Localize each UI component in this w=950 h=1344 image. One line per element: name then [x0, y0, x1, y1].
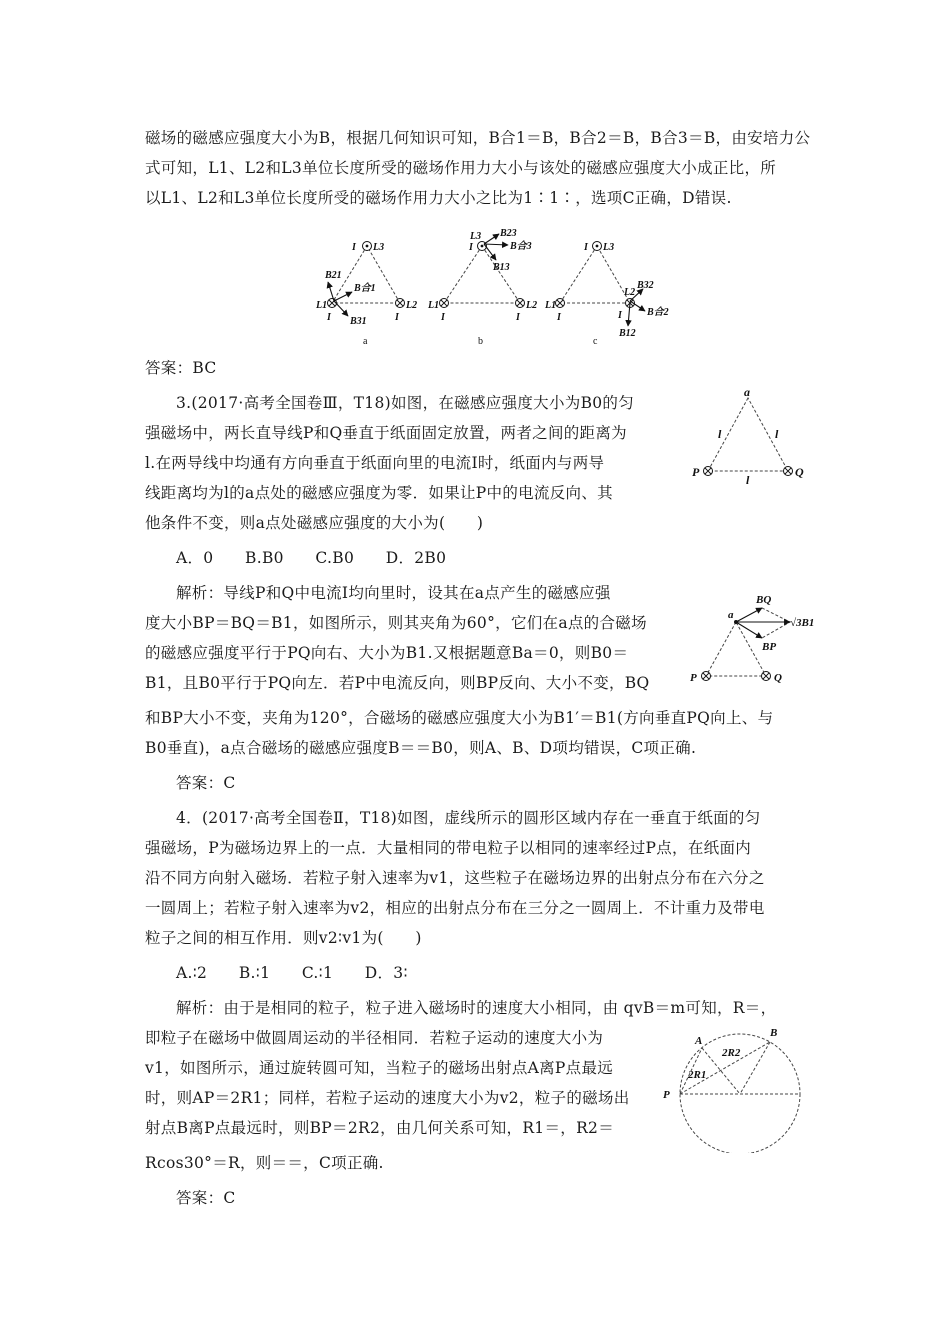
wire-label: L2	[624, 287, 636, 298]
point-B-label: B	[770, 1027, 778, 1039]
vector-label: B31	[350, 316, 367, 327]
vector-svg	[690, 588, 825, 688]
current-label: I	[327, 312, 331, 323]
text-line: 式可知，L1、L2和L3单位长度所受的磁场作用力大小与该处的磁感应强度大小成正比，所	[145, 159, 777, 177]
text-line: 时，则AP＝2R1；同样，若粒子运动的速度大小为v2，粒子的磁场出	[145, 1089, 630, 1107]
text-line: 解析：导线P和Q中电流I均向里时，设其在a点产生的磁感应强	[176, 584, 611, 602]
text-line: 线距离均为l的a点处的磁感应强度为零．如果让P中的电流反向、其	[145, 484, 613, 502]
vector-sum-figure	[690, 588, 825, 688]
caption-a: a	[363, 336, 368, 347]
vector-label: B13	[493, 262, 510, 273]
options-line: A.∶2 B.∶1 C.∶1 D．3∶	[176, 964, 408, 982]
circle-region-figure	[660, 1018, 810, 1153]
point-P-label: P	[663, 1089, 670, 1101]
text-line: 沿不同方向射入磁场．若粒子射入速率为v1，这些粒子在磁场边界的出射点分布在六分之	[145, 869, 765, 887]
vector-label: BP	[762, 641, 777, 653]
caption-c: c	[593, 336, 598, 347]
text-line: 以L1、L2和L3单位长度所受的磁场作用力大小之比为1∶1∶，选项C正确，D错误.	[145, 189, 732, 207]
current-label: I	[557, 312, 561, 323]
current-label: I	[395, 312, 399, 323]
text-line: Rcos30°＝R，则＝＝，C项正确.	[145, 1154, 384, 1172]
vector-label: √3B1	[790, 617, 815, 629]
wire-label: L2	[526, 300, 538, 311]
vector-label: B32	[637, 280, 654, 291]
side-label: l	[718, 427, 722, 441]
point-A-label: A	[695, 1035, 703, 1047]
text-line: 4．(2017·高考全国卷Ⅱ，T18)如图，虚线所示的圆形区域内存在一垂直于纸面的匀	[176, 809, 761, 827]
point-P-label: P	[692, 465, 700, 479]
triangles-svg	[310, 228, 690, 350]
radius-label: 2R1	[688, 1069, 707, 1081]
point-Q-label: Q	[795, 465, 804, 479]
vector-label: B合3	[510, 241, 532, 252]
arrow-BQ	[736, 608, 762, 622]
current-label: I	[618, 310, 622, 321]
wire-label: L1	[545, 300, 557, 311]
wire-label: L2	[406, 300, 418, 311]
current-label: I	[469, 242, 473, 253]
wire-label: L3	[470, 231, 482, 242]
text-line: 射点B离P点最远时，则BP＝2R2，由几何关系可知，R1＝，R2＝	[145, 1119, 614, 1137]
arrow-BP	[736, 622, 762, 638]
pq-triangle-figure	[690, 386, 820, 486]
arrow-B23	[484, 234, 499, 244]
vector-label: B23	[500, 228, 517, 239]
text-line: 一圆周上；若粒子射入速率为v2，相应的出射点分布在三分之一圆周上．不计重力及带电	[145, 899, 765, 917]
text-line: 3.(2017·高考全国卷Ⅲ，T18)如图，在磁感应强度大小为B0的匀	[176, 394, 635, 412]
answer-line: 答案：C	[176, 1189, 236, 1207]
wire-label: L3	[373, 242, 385, 253]
wire-label: L1	[316, 300, 328, 311]
vector-label: BQ	[756, 594, 772, 606]
vector-label: B合1	[354, 283, 376, 294]
radius-label: 2R2	[722, 1047, 741, 1059]
text-line: 的磁感应强度平行于PQ向右、大小为B1.又根据题意Ba＝0，则B0＝	[145, 644, 629, 662]
current-label: I	[352, 242, 356, 253]
arrow-Bh1	[334, 292, 352, 301]
caption-b: b	[478, 336, 483, 347]
text-line: B1，且B0平行于PQ向左．若P中电流反向，则BP反向、大小不变，BQ	[145, 674, 650, 692]
circle-svg	[660, 1018, 810, 1153]
text-line: 解析：由于是相同的粒子，粒子进入磁场时的速度大小相同，由 qvB＝m可知，R＝，	[176, 999, 777, 1017]
text-line: 他条件不变，则a点处磁感应强度的大小为( )	[145, 514, 484, 532]
text-line: 强磁场中，两长直导线P和Q垂直于纸面固定放置，两者之间的距离为	[145, 424, 627, 442]
point-Q-label: Q	[774, 672, 782, 684]
side-label: l	[746, 473, 750, 486]
current-label: I	[516, 312, 520, 323]
text-line: 度大小BP＝BQ＝B1，如图所示，则其夹角为60°，它们在a点的合磁场	[145, 614, 647, 632]
wire-label: L3	[603, 242, 615, 253]
text-line: 粒子之间的相互作用．则v2∶v1为( )	[145, 929, 422, 947]
text-line: 和BP大小不变，夹角为120°，合磁场的磁感应强度大小为B1′＝B1(方向垂直PQ向上、与	[145, 709, 774, 727]
vector-label: B21	[325, 270, 342, 281]
wire-label: L1	[428, 300, 440, 311]
answer-line: 答案：C	[176, 774, 236, 792]
vector-label: B12	[619, 328, 636, 339]
text-line: 强磁场，P为磁场边界上的一点．大量相同的带电粒子以相同的速率经过P点，在纸面内	[145, 839, 752, 857]
arrow-Bh3	[484, 244, 508, 245]
text-line: v1，如图所示，通过旋转圆可知，当粒子的磁场出射点A离P点最远	[145, 1059, 614, 1077]
triangle-a	[332, 246, 400, 303]
triangle-b	[444, 246, 520, 303]
point-P-label: P	[690, 672, 697, 684]
options-line: A．0 B.B0 C.B0 D．2B0	[176, 549, 447, 567]
text-line: 即粒子在磁场中做圆周运动的半径相同．若粒子运动的速度大小为	[145, 1029, 604, 1047]
text-line: l.在两导线中均通有方向垂直于纸面向里的电流I时，纸面内与两导	[145, 454, 605, 472]
triangle-c	[560, 246, 630, 303]
text-line: 磁场的磁感应强度大小为B，根据几何知识可知，B合1＝B，B合2＝B，B合3＝B，由安培力公	[145, 129, 811, 147]
side-label: l	[775, 427, 779, 441]
current-label: I	[441, 312, 445, 323]
vector-label: B合2	[647, 307, 669, 318]
text-line: B0垂直)，a点合磁场的磁感应强度B＝＝B0，则A、B、D项均错误，C项正确.	[145, 739, 697, 757]
point-a-label: a	[744, 386, 750, 399]
pq-svg	[690, 386, 820, 486]
answer-line: 答案：BC	[145, 359, 217, 377]
point-a-label: a	[728, 609, 734, 621]
current-label: I	[584, 242, 588, 253]
three-triangles-figure	[310, 228, 690, 350]
